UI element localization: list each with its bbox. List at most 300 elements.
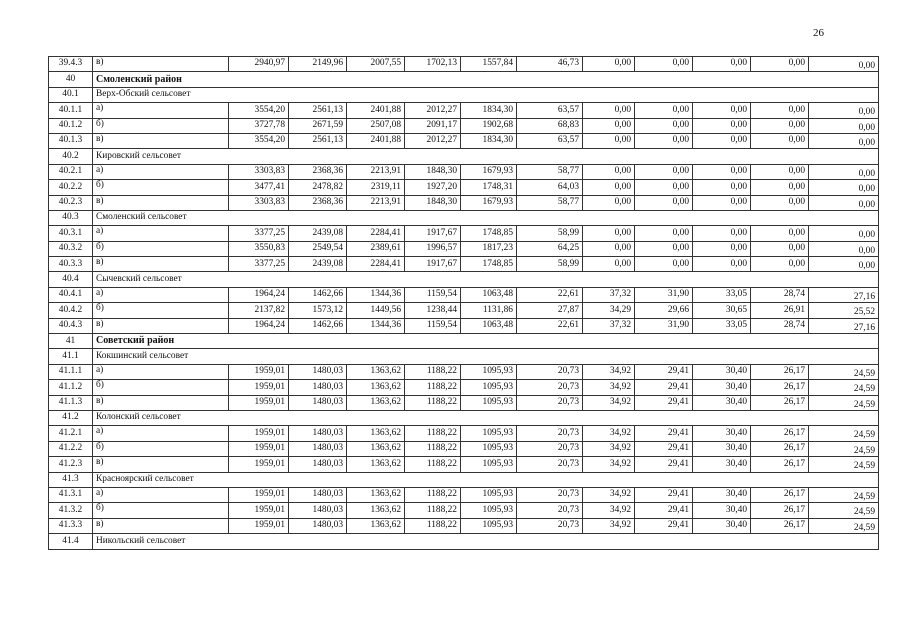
council-title: Никольский сельсовет: [93, 534, 879, 549]
value-cell: 0,00: [583, 180, 635, 195]
value-cell: 22,61: [517, 318, 583, 333]
row-code: 41.2.3: [49, 457, 93, 472]
value-cell: 24,59: [809, 441, 879, 456]
value-cell: 1480,03: [289, 518, 347, 533]
value-cell: 1573,12: [289, 303, 347, 318]
district-title: Смоленский район: [93, 72, 879, 87]
value-cell: 31,90: [635, 318, 693, 333]
value-cell: 29,66: [635, 303, 693, 318]
value-cell: 30,65: [693, 303, 751, 318]
value-cell: 1959,01: [229, 441, 289, 456]
section-row: [49, 534, 879, 549]
table-row: [49, 133, 879, 148]
value-cell: 1363,62: [347, 487, 405, 502]
value-cell: 24,59: [809, 503, 879, 518]
value-cell: 0,00: [809, 241, 879, 256]
value-cell: 1917,67: [405, 257, 461, 272]
row-code: 40.1.1: [49, 103, 93, 118]
value-cell: 0,00: [635, 103, 693, 118]
value-cell: 34,92: [583, 380, 635, 395]
value-cell: 26,17: [751, 518, 809, 533]
row-code: 40.3.2: [49, 241, 93, 256]
value-cell: 30,40: [693, 457, 751, 472]
row-variant: а): [93, 426, 229, 441]
value-cell: 2561,13: [289, 103, 347, 118]
row-code: 39.4.3: [49, 57, 93, 72]
council-title: Сычевский сельсовет: [93, 272, 879, 287]
value-cell: 29,41: [635, 364, 693, 379]
row-variant: б): [93, 380, 229, 395]
value-cell: 1363,62: [347, 503, 405, 518]
value-cell: 1095,93: [461, 487, 517, 502]
value-cell: 2091,17: [405, 118, 461, 133]
value-cell: 26,91: [751, 303, 809, 318]
row-code: 41: [49, 334, 93, 349]
value-cell: 0,00: [693, 164, 751, 179]
value-cell: 20,73: [517, 487, 583, 502]
row-code: 41.1: [49, 349, 93, 364]
value-cell: 1344,36: [347, 287, 405, 302]
value-cell: 1480,03: [289, 395, 347, 410]
table-row: [49, 364, 879, 379]
row-variant: б): [93, 241, 229, 256]
value-cell: 1462,66: [289, 287, 347, 302]
row-code: 41.3.2: [49, 503, 93, 518]
row-variant: в): [93, 133, 229, 148]
value-cell: 1095,93: [461, 503, 517, 518]
value-cell: 2319,11: [347, 180, 405, 195]
value-cell: 63,57: [517, 133, 583, 148]
value-cell: 29,41: [635, 457, 693, 472]
value-cell: 26,17: [751, 426, 809, 441]
value-cell: 1363,62: [347, 380, 405, 395]
value-cell: 1480,03: [289, 487, 347, 502]
table-row: [49, 457, 879, 472]
value-cell: 1188,22: [405, 426, 461, 441]
value-cell: 1902,68: [461, 118, 517, 133]
value-cell: 0,00: [583, 241, 635, 256]
value-cell: 1959,01: [229, 380, 289, 395]
district-title: Советский район: [93, 334, 879, 349]
value-cell: 34,92: [583, 364, 635, 379]
value-cell: 58,77: [517, 195, 583, 210]
value-cell: 24,59: [809, 518, 879, 533]
value-cell: 34,92: [583, 441, 635, 456]
value-cell: 1917,67: [405, 226, 461, 241]
value-cell: 68,83: [517, 118, 583, 133]
table-row: [49, 426, 879, 441]
value-cell: 0,00: [751, 257, 809, 272]
value-cell: 0,00: [693, 195, 751, 210]
value-cell: 29,41: [635, 380, 693, 395]
value-cell: 1131,86: [461, 303, 517, 318]
value-cell: 58,99: [517, 257, 583, 272]
value-cell: 29,41: [635, 426, 693, 441]
value-cell: 0,00: [751, 57, 809, 72]
value-cell: 28,74: [751, 318, 809, 333]
row-variant: в): [93, 318, 229, 333]
value-cell: 0,00: [693, 257, 751, 272]
section-row: [49, 272, 879, 287]
value-cell: 24,59: [809, 487, 879, 502]
value-cell: 2213,91: [347, 195, 405, 210]
value-cell: 29,41: [635, 487, 693, 502]
row-code: 40.4.3: [49, 318, 93, 333]
value-cell: 2401,88: [347, 133, 405, 148]
row-variant: б): [93, 180, 229, 195]
value-cell: 1188,22: [405, 487, 461, 502]
value-cell: 1363,62: [347, 441, 405, 456]
value-cell: 1344,36: [347, 318, 405, 333]
value-cell: 26,17: [751, 441, 809, 456]
table-row: [49, 518, 879, 533]
value-cell: 0,00: [693, 241, 751, 256]
value-cell: 1188,22: [405, 364, 461, 379]
council-title: Верх-Обский сельсовет: [93, 87, 879, 102]
value-cell: 0,00: [635, 118, 693, 133]
value-cell: 0,00: [583, 57, 635, 72]
value-cell: 2671,59: [289, 118, 347, 133]
value-cell: 34,92: [583, 426, 635, 441]
value-cell: 3377,25: [229, 257, 289, 272]
table-row: [49, 441, 879, 456]
council-title: Кировский сельсовет: [93, 149, 879, 164]
value-cell: 20,73: [517, 503, 583, 518]
value-cell: 1363,62: [347, 395, 405, 410]
row-variant: а): [93, 364, 229, 379]
value-cell: 1363,62: [347, 518, 405, 533]
value-cell: 0,00: [635, 241, 693, 256]
value-cell: 0,00: [751, 103, 809, 118]
value-cell: 27,87: [517, 303, 583, 318]
value-cell: 2012,27: [405, 103, 461, 118]
value-cell: 1095,93: [461, 441, 517, 456]
value-cell: 1188,22: [405, 380, 461, 395]
value-cell: 1363,62: [347, 426, 405, 441]
value-cell: 64,03: [517, 180, 583, 195]
row-variant: б): [93, 303, 229, 318]
value-cell: 30,40: [693, 441, 751, 456]
row-variant: а): [93, 226, 229, 241]
value-cell: 26,17: [751, 457, 809, 472]
value-cell: 0,00: [809, 103, 879, 118]
value-cell: 24,59: [809, 426, 879, 441]
table-row: [49, 118, 879, 133]
value-cell: 1848,30: [405, 164, 461, 179]
table-row: [49, 57, 879, 72]
value-cell: 26,17: [751, 487, 809, 502]
value-cell: 1959,01: [229, 426, 289, 441]
row-code: 40.3.3: [49, 257, 93, 272]
value-cell: 1188,22: [405, 441, 461, 456]
value-cell: 2284,41: [347, 257, 405, 272]
table-row: [49, 164, 879, 179]
section-row: [49, 334, 879, 349]
row-variant: в): [93, 257, 229, 272]
value-cell: 1959,01: [229, 364, 289, 379]
value-cell: 0,00: [809, 226, 879, 241]
row-code: 41.1.3: [49, 395, 93, 410]
value-cell: 1959,01: [229, 457, 289, 472]
value-cell: 2284,41: [347, 226, 405, 241]
value-cell: 2012,27: [405, 133, 461, 148]
value-cell: 20,73: [517, 457, 583, 472]
table-row: [49, 103, 879, 118]
value-cell: 24,59: [809, 457, 879, 472]
value-cell: 1748,85: [461, 257, 517, 272]
value-cell: 1964,24: [229, 287, 289, 302]
value-cell: 0,00: [693, 103, 751, 118]
row-code: 41.3: [49, 472, 93, 487]
page-number: 26: [813, 27, 824, 39]
value-cell: 2368,36: [289, 195, 347, 210]
table-row: [49, 395, 879, 410]
value-cell: 1480,03: [289, 503, 347, 518]
row-variant: в): [93, 195, 229, 210]
value-cell: 34,92: [583, 518, 635, 533]
table-row: [49, 287, 879, 302]
value-cell: 2368,36: [289, 164, 347, 179]
value-cell: 0,00: [751, 241, 809, 256]
value-cell: 2439,08: [289, 226, 347, 241]
value-cell: 0,00: [751, 164, 809, 179]
value-cell: 3377,25: [229, 226, 289, 241]
value-cell: 3477,41: [229, 180, 289, 195]
row-variant: а): [93, 287, 229, 302]
value-cell: 0,00: [583, 195, 635, 210]
value-cell: 1959,01: [229, 395, 289, 410]
value-cell: 1095,93: [461, 380, 517, 395]
value-cell: 0,00: [583, 257, 635, 272]
row-code: 40.2.3: [49, 195, 93, 210]
row-code: 40.1.3: [49, 133, 93, 148]
value-cell: 0,00: [635, 226, 693, 241]
value-cell: 1959,01: [229, 518, 289, 533]
row-code: 40.1.2: [49, 118, 93, 133]
value-cell: 20,73: [517, 395, 583, 410]
value-cell: 26,17: [751, 503, 809, 518]
value-cell: 1063,48: [461, 318, 517, 333]
value-cell: 1848,30: [405, 195, 461, 210]
table-row: [49, 226, 879, 241]
section-row: [49, 72, 879, 87]
value-cell: 29,41: [635, 503, 693, 518]
value-cell: 29,41: [635, 441, 693, 456]
value-cell: 2478,82: [289, 180, 347, 195]
value-cell: 1834,30: [461, 133, 517, 148]
value-cell: 0,00: [583, 103, 635, 118]
value-cell: 1964,24: [229, 318, 289, 333]
value-cell: 34,92: [583, 487, 635, 502]
value-cell: 30,40: [693, 395, 751, 410]
section-row: [49, 210, 879, 225]
value-cell: 1702,13: [405, 57, 461, 72]
value-cell: 46,73: [517, 57, 583, 72]
value-cell: 0,00: [635, 164, 693, 179]
value-cell: 1817,23: [461, 241, 517, 256]
value-cell: 1188,22: [405, 518, 461, 533]
value-cell: 3303,83: [229, 164, 289, 179]
row-code: 41.2.2: [49, 441, 93, 456]
table-row: [49, 257, 879, 272]
table-row: [49, 180, 879, 195]
value-cell: 0,00: [809, 195, 879, 210]
section-row: [49, 472, 879, 487]
row-variant: в): [93, 457, 229, 472]
value-cell: 1188,22: [405, 457, 461, 472]
value-cell: 1363,62: [347, 364, 405, 379]
row-code: 41.3.1: [49, 487, 93, 502]
row-code: 41.3.3: [49, 518, 93, 533]
council-title: Смоленский сельсовет: [93, 210, 879, 225]
value-cell: 0,00: [635, 133, 693, 148]
row-code: 40.2: [49, 149, 93, 164]
value-cell: 31,90: [635, 287, 693, 302]
value-cell: 22,61: [517, 287, 583, 302]
value-cell: 1996,57: [405, 241, 461, 256]
table-row: [49, 318, 879, 333]
council-title: Кокшинский сельсовет: [93, 349, 879, 364]
value-cell: 30,40: [693, 503, 751, 518]
value-cell: 3554,20: [229, 103, 289, 118]
value-cell: 1959,01: [229, 487, 289, 502]
value-cell: 0,00: [635, 57, 693, 72]
value-cell: 1095,93: [461, 518, 517, 533]
value-cell: 1095,93: [461, 364, 517, 379]
row-variant: а): [93, 103, 229, 118]
row-code: 41.1.2: [49, 380, 93, 395]
value-cell: 58,77: [517, 164, 583, 179]
row-code: 41.2.1: [49, 426, 93, 441]
table-row: [49, 303, 879, 318]
value-cell: 30,40: [693, 380, 751, 395]
value-cell: 2940,97: [229, 57, 289, 72]
value-cell: 20,73: [517, 518, 583, 533]
row-variant: в): [93, 518, 229, 533]
row-code: 40.3.1: [49, 226, 93, 241]
value-cell: 0,00: [583, 164, 635, 179]
value-cell: 1188,22: [405, 503, 461, 518]
value-cell: 1748,85: [461, 226, 517, 241]
value-cell: 0,00: [693, 226, 751, 241]
value-cell: 64,25: [517, 241, 583, 256]
value-cell: 30,40: [693, 364, 751, 379]
value-cell: 0,00: [635, 195, 693, 210]
table-row: [49, 380, 879, 395]
value-cell: 1188,22: [405, 395, 461, 410]
value-cell: 0,00: [809, 118, 879, 133]
value-cell: 2007,55: [347, 57, 405, 72]
row-code: 40: [49, 72, 93, 87]
table-row: [49, 487, 879, 502]
value-cell: 1095,93: [461, 426, 517, 441]
table-row: [49, 195, 879, 210]
value-cell: 3727,78: [229, 118, 289, 133]
row-variant: б): [93, 118, 229, 133]
value-cell: 0,00: [809, 257, 879, 272]
value-cell: 0,00: [635, 257, 693, 272]
value-cell: 20,73: [517, 441, 583, 456]
value-cell: 20,73: [517, 380, 583, 395]
value-cell: 1959,01: [229, 503, 289, 518]
value-cell: 1480,03: [289, 364, 347, 379]
value-cell: 2507,08: [347, 118, 405, 133]
value-cell: 20,73: [517, 426, 583, 441]
value-cell: 1480,03: [289, 457, 347, 472]
value-cell: 1095,93: [461, 457, 517, 472]
value-cell: 34,92: [583, 457, 635, 472]
value-cell: 29,41: [635, 518, 693, 533]
row-code: 40.3: [49, 210, 93, 225]
row-code: 40.1: [49, 87, 93, 102]
value-cell: 1063,48: [461, 287, 517, 302]
row-variant: а): [93, 164, 229, 179]
council-title: Колонский сельсовет: [93, 410, 879, 425]
value-cell: 58,99: [517, 226, 583, 241]
value-cell: 1480,03: [289, 380, 347, 395]
table-row: [49, 241, 879, 256]
table-body: [49, 57, 879, 550]
value-cell: 0,00: [751, 180, 809, 195]
value-cell: 1557,84: [461, 57, 517, 72]
value-cell: 2213,91: [347, 164, 405, 179]
row-variant: б): [93, 503, 229, 518]
value-cell: 24,59: [809, 364, 879, 379]
value-cell: 33,05: [693, 287, 751, 302]
value-cell: 37,32: [583, 318, 635, 333]
row-variant: в): [93, 57, 229, 72]
value-cell: 2137,82: [229, 303, 289, 318]
value-cell: 0,00: [583, 133, 635, 148]
row-code: 40.2.1: [49, 164, 93, 179]
value-cell: 0,00: [693, 57, 751, 72]
value-cell: 24,59: [809, 395, 879, 410]
value-cell: 34,92: [583, 395, 635, 410]
value-cell: 34,29: [583, 303, 635, 318]
value-cell: 2549,54: [289, 241, 347, 256]
value-cell: 1834,30: [461, 103, 517, 118]
section-row: [49, 349, 879, 364]
value-cell: 3554,20: [229, 133, 289, 148]
value-cell: 28,74: [751, 287, 809, 302]
value-cell: 0,00: [809, 133, 879, 148]
value-cell: 1449,56: [347, 303, 405, 318]
section-row: [49, 87, 879, 102]
section-row: [49, 410, 879, 425]
value-cell: 1238,44: [405, 303, 461, 318]
value-cell: 27,16: [809, 287, 879, 302]
value-cell: 26,17: [751, 380, 809, 395]
value-cell: 37,32: [583, 287, 635, 302]
section-row: [49, 149, 879, 164]
value-cell: 26,17: [751, 395, 809, 410]
value-cell: 1363,62: [347, 457, 405, 472]
value-cell: 26,17: [751, 364, 809, 379]
value-cell: 1480,03: [289, 426, 347, 441]
value-cell: 2439,08: [289, 257, 347, 272]
value-cell: 0,00: [635, 180, 693, 195]
value-cell: 0,00: [809, 164, 879, 179]
value-cell: 0,00: [583, 118, 635, 133]
value-cell: 0,00: [751, 226, 809, 241]
value-cell: 1927,20: [405, 180, 461, 195]
row-code: 40.4: [49, 272, 93, 287]
value-cell: 2561,13: [289, 133, 347, 148]
value-cell: 29,41: [635, 395, 693, 410]
value-cell: 1480,03: [289, 441, 347, 456]
value-cell: 0,00: [809, 57, 879, 72]
value-cell: 33,05: [693, 318, 751, 333]
